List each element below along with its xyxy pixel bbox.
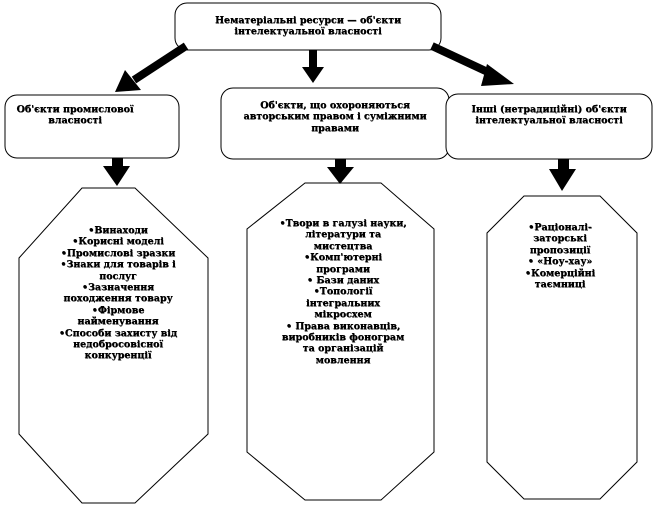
top-box-label (190, 15, 426, 38)
arrow-lower-shaft-other (558, 159, 569, 169)
items-list-other (492, 222, 628, 290)
items-list-industrial (38, 225, 198, 362)
list-item: •Винаходи (88, 225, 148, 236)
arrow-lower-shaft-copyright (335, 159, 346, 167)
arrow-shaft-left (134, 46, 186, 80)
list-item: літератури та (304, 229, 382, 241)
list-item: •Комерційні (524, 267, 596, 279)
category-title-line: авторським правом і суміжними (243, 111, 427, 123)
items-list-copyright (260, 218, 426, 366)
category-title-other (456, 104, 642, 127)
list-item: виробників фонограм (281, 332, 405, 344)
category-title-line: Об'єкти, що охороняються (260, 100, 410, 111)
list-item: та організацій (302, 343, 384, 355)
list-item: пропозиції (529, 244, 591, 256)
list-item: мікросхем (314, 309, 372, 321)
list-item: таємниці (534, 279, 586, 291)
category-title-line: правами (311, 122, 359, 134)
arrow-shaft-right (432, 46, 492, 74)
list-item: мовлення (315, 354, 371, 366)
arrowhead-lower-other (549, 169, 576, 191)
list-item: конкуренції (84, 350, 152, 362)
list-item: заторські (533, 233, 587, 245)
list-item: послуг (99, 270, 137, 282)
arrowhead-middle (302, 67, 324, 83)
arrowhead-lower-copyright (327, 167, 354, 184)
list-item: •Зазначення (81, 282, 155, 294)
arrow-lower-shaft-industrial (112, 158, 123, 166)
list-item: •Фірмове (91, 304, 145, 316)
list-item: • Права виконавців, (285, 320, 401, 332)
category-title-line: власності (48, 115, 102, 127)
top-box-line: Нематеріальні ресурси — об'єкти (214, 15, 402, 26)
list-item: •Раціоналі- (528, 222, 592, 233)
list-item: недобросовісної (73, 339, 163, 351)
category-title-line: Інші (нетрадиційні) об'єкти (471, 104, 627, 115)
list-item: інтегральних (306, 297, 380, 309)
list-item: •Знаки для товарів і (60, 259, 176, 271)
list-item: програми (316, 263, 370, 275)
category-title-line: Об'єкти промислової (16, 104, 134, 115)
arrowhead-lower-industrial (103, 166, 130, 186)
list-item: •Комп'ютерні (303, 252, 383, 264)
list-item: найменування (77, 316, 159, 328)
list-item: •Промислові зразки (60, 247, 176, 259)
category-title-industrial (10, 104, 140, 127)
list-item: походження товару (63, 293, 173, 305)
top-box-line: інтелектуальної власності (234, 26, 382, 38)
category-title-copyright (232, 100, 438, 134)
list-item: • Бази даних (306, 275, 380, 287)
list-item: •Твори в галузі науки, (279, 218, 407, 229)
list-item: •Способи захисту від (58, 327, 178, 339)
list-item: •Корисні моделі (72, 236, 164, 248)
list-item: • «Ноу-хау» (527, 256, 593, 268)
list-item: •Топології (313, 286, 373, 298)
list-item: мистецтва (313, 240, 373, 252)
category-title-line: інтелектуальної власності (475, 115, 623, 127)
